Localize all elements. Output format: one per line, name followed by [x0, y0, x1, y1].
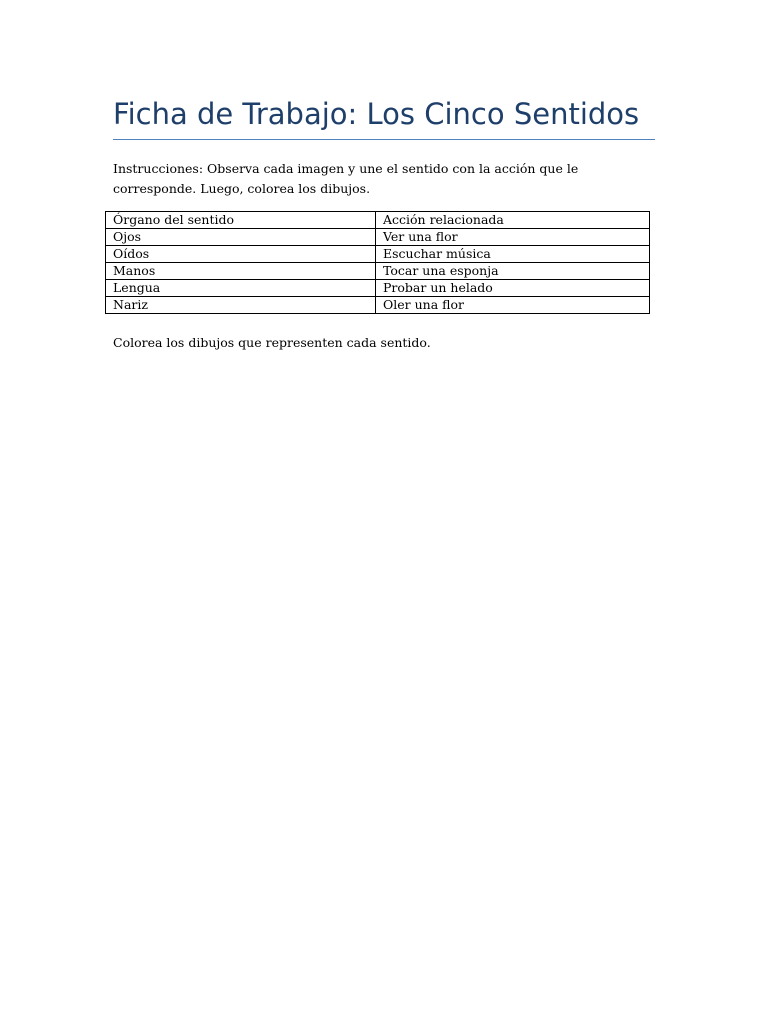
senses-table [105, 211, 650, 314]
action-cell: Oler una flor [376, 297, 650, 314]
table-row [106, 246, 650, 263]
table-row [106, 263, 650, 280]
header-cell-action: Acción relacionada [376, 212, 650, 229]
organ-cell: Ojos [106, 229, 376, 246]
table-row [106, 229, 650, 246]
title-underline [113, 139, 655, 140]
action-cell: Probar un helado [376, 280, 650, 297]
table-header-row [106, 212, 650, 229]
action-cell: Tocar una esponja [376, 263, 650, 280]
action-cell: Escuchar música [376, 246, 650, 263]
organ-cell: Oídos [106, 246, 376, 263]
closing-instruction: Colorea los dibujos que representen cada sentido. [113, 335, 431, 350]
header-cell-organ: Órgano del sentido [106, 212, 376, 229]
table-row [106, 297, 650, 314]
table-row [106, 280, 650, 297]
organ-cell: Nariz [106, 297, 376, 314]
action-cell: Ver una flor [376, 229, 650, 246]
organ-cell: Lengua [106, 280, 376, 297]
organ-cell: Manos [106, 263, 376, 280]
instructions-paragraph: Instrucciones: Observa cada imagen y une el sentido con la acción que le corresponde. Luego, colorea los dibujos. [113, 161, 579, 196]
page-title: Ficha de Trabajo: Los Cinco Sentidos [113, 97, 640, 131]
